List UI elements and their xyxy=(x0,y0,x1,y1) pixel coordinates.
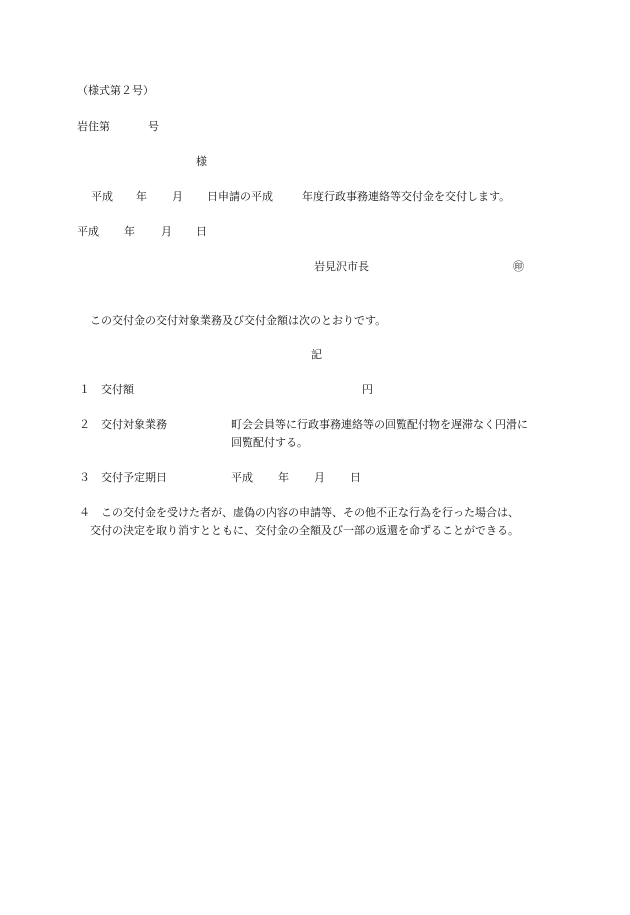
item-3-label: 交付予定期日 xyxy=(101,471,167,484)
issue-date-era: 平成 xyxy=(77,225,99,238)
item-3-month: 月 xyxy=(314,471,325,484)
item-4-text-line1: この交付金を受けた者が、虚偽の内容の申請等、その他不正な行為を行った場合は、 xyxy=(101,506,519,519)
intro-day-application: 日申請の平成 xyxy=(207,190,273,203)
item-3-number: ３ xyxy=(79,471,90,484)
item-2-label: 交付対象業務 xyxy=(101,418,167,431)
addressee-honorific: 様 xyxy=(196,155,207,168)
issuer-title: 岩見沢市長 xyxy=(314,260,369,273)
item-4-number: ４ xyxy=(79,506,90,519)
intro-month: 月 xyxy=(172,190,183,203)
issue-date-day: 日 xyxy=(196,225,207,238)
form-number: （様式第２号） xyxy=(77,84,154,97)
body-text: この交付金の交付対象業務及び交付金額は次のとおりです。 xyxy=(90,314,387,327)
item-3-year: 年 xyxy=(278,471,289,484)
doc-number-prefix: 岩住第 xyxy=(77,120,110,133)
item-3-day: 日 xyxy=(350,471,361,484)
item-1-unit: 円 xyxy=(362,383,373,396)
intro-year: 年 xyxy=(136,190,147,203)
item-3-era: 平成 xyxy=(231,471,253,484)
intro-fiscal-year-text: 年度行政事務連絡等交付金を交付します。 xyxy=(302,190,511,203)
issue-date-month: 月 xyxy=(161,225,172,238)
intro-era: 平成 xyxy=(91,190,113,203)
item-2-description-line1: 町会会員等に行政事務連絡等の回覧配付物を遅滞なく円滑に xyxy=(231,418,528,431)
item-1-label: 交付額 xyxy=(101,383,134,396)
item-2-number: ２ xyxy=(79,418,90,431)
item-1-number: １ xyxy=(79,383,90,396)
doc-number-suffix: 号 xyxy=(148,120,159,133)
issue-date-year: 年 xyxy=(124,225,135,238)
item-4-text-line2: 交付の決定を取り消すとともに、交付金の全額及び一部の返還を命ずることができる。 xyxy=(90,524,519,537)
seal-mark: ㊞ xyxy=(513,260,524,273)
item-2-description-line2: 回覧配付する。 xyxy=(231,436,308,449)
ki-heading: 記 xyxy=(311,348,322,361)
